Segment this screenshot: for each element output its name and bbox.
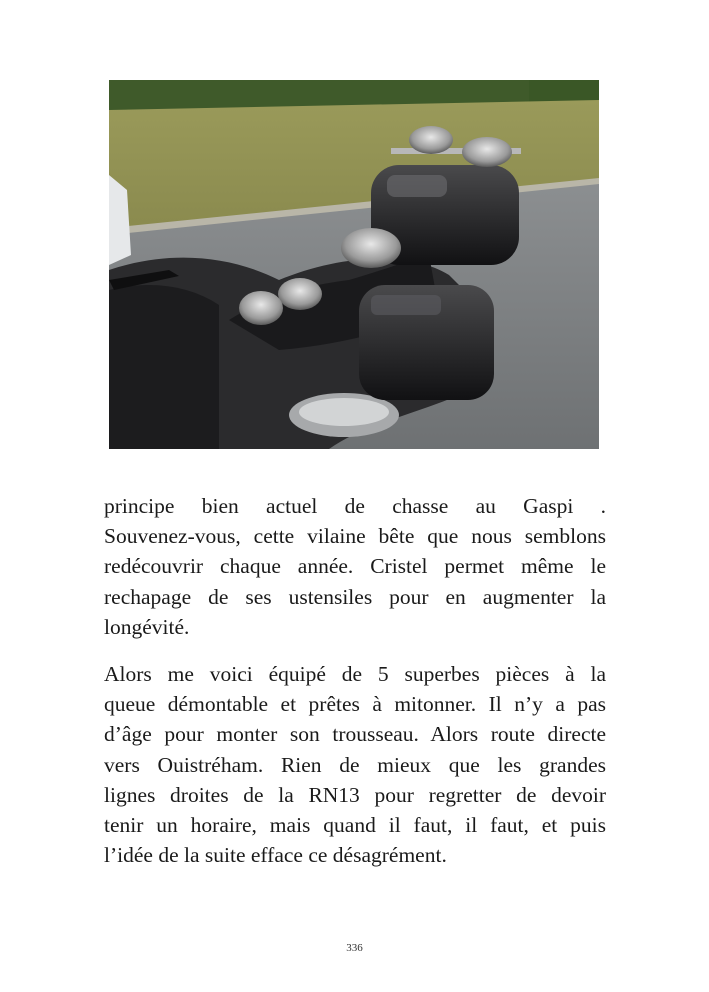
paragraph-2 xyxy=(104,659,606,870)
paragraph-line: rechapage de ses ustensiles pour en augmenter la xyxy=(104,584,606,609)
paragraph-line: Souvenez-vous, cette vilaine bête que nous semblons xyxy=(104,524,606,549)
paragraph-line: redécouvrir chaque année. Cristel permet même le xyxy=(104,554,606,579)
paragraph-line: queue démontable et prêtes à mitonner. Il n’y a pas xyxy=(104,692,606,717)
paragraph-1 xyxy=(104,491,606,642)
paragraph-line: l’idée de la suite efface ce désagrément. xyxy=(104,843,447,868)
page-number: 336 xyxy=(346,942,363,954)
motorcycle-with-pans-photo xyxy=(109,80,599,449)
paragraph-line: lignes droites de la RN13 pour regretter de devoir xyxy=(104,782,606,807)
paragraph-line: tenir un horaire, mais quand il faut, il faut, et puis xyxy=(104,813,606,838)
paragraph-line: Alors me voici équipé de 5 superbes pièces à la xyxy=(104,662,606,686)
paragraph-line: vers Ouistréham. Rien de mieux que les grandes xyxy=(104,752,606,777)
paragraph-line: d’âge pour monter son trousseau. Alors route directe xyxy=(104,722,606,747)
paragraph-line: longévité. xyxy=(104,614,190,639)
paragraph-line: principe bien actuel de chasse au Gaspi . xyxy=(104,494,606,518)
